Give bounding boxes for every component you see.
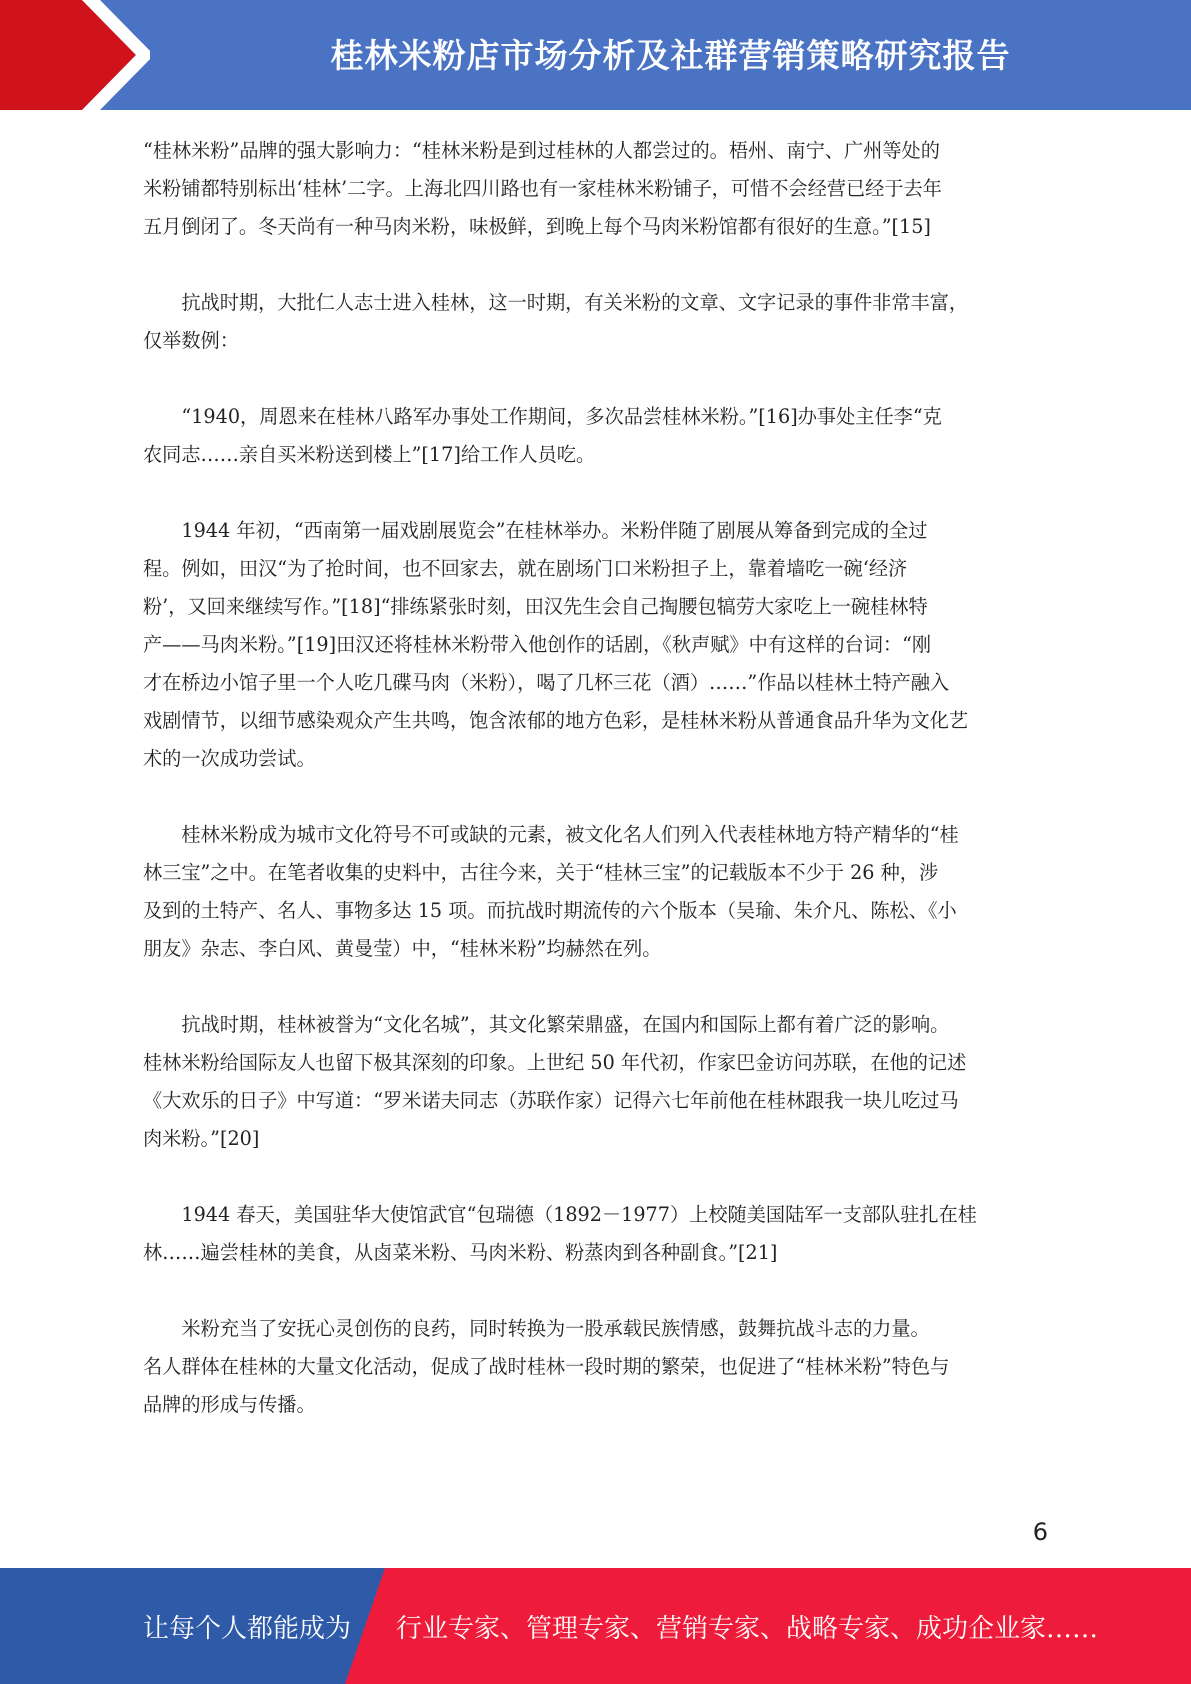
paragraph (143, 512, 1046, 778)
text-line: 品牌的形成与传播。 (143, 1393, 316, 1416)
page-header (0, 0, 1191, 110)
paragraph (143, 132, 1046, 246)
text-line: 产——马肉米粉。”[19]田汉还将桂林米粉带入他创作的话剧，《秋声赋》中有这样的台词：“刚 (143, 633, 932, 656)
text-line: 林……遍尝桂林的美食，从卤菜米粉、马肉米粉、粉蒸肉到各种副食。”[21] (143, 1241, 778, 1264)
paragraph (143, 1310, 1046, 1424)
text-line: 1944 年初，“西南第一届戏剧展览会”在桂林举办。米粉伴随了剧展从筹备到完成的全过 (181, 519, 928, 542)
paragraph (143, 398, 1046, 474)
page-footer (0, 1568, 1191, 1684)
text-line: 抗战时期，桂林被誉为“文化名城”，其文化繁荣鼎盛，在国内和国际上都有着广泛的影响。 (181, 1013, 950, 1036)
text-line: 朋友》杂志、李白风、黄曼莹）中，“桂林米粉”均赫然在列。 (143, 937, 662, 960)
header-arrow-decoration (0, 0, 150, 110)
footer-slogan-left: 让每个人都能成为 (143, 1613, 352, 1644)
page-number: 6 (1032, 1518, 1048, 1546)
text-line: 才在桥边小馆子里一个人吃几碟马肉（米粉），喝了几杯三花（酒）……”作品以桂林土特产融入 (143, 671, 950, 694)
paragraph (143, 1006, 1046, 1158)
text-line: 桂林米粉成为城市文化符号不可或缺的元素，被文化名人们列入代表桂林地方特产精华的“桂 (181, 823, 959, 846)
text-line: 戏剧情节，以细节感染观众产生共鸣，饱含浓郁的地方色彩，是桂林米粉从普通食品升华为文化艺 (143, 709, 969, 732)
document-body (143, 132, 1046, 1462)
text-line: 肉米粉。”[20] (143, 1127, 260, 1150)
text-line: 术的一次成功尝试。 (143, 747, 316, 770)
text-line: 《大欢乐的日子》中写道：“罗米诺夫同志（苏联作家）记得六七年前他在桂林跟我一块儿吃过马 (143, 1089, 959, 1112)
text-line: 程。例如，田汉“为了抢时间，也不回家去，就在剧场门口米粉担子上，靠着墙吃一碗‘经济 (143, 557, 908, 580)
text-line: 五月倒闭了。冬天尚有一种马肉米粉，味极鲜，到晚上每个马肉米粉馆都有很好的生意。”[15] (143, 215, 931, 238)
report-title: 桂林米粉店市场分析及社群营销策略研究报告 (330, 35, 1011, 75)
text-line: 及到的土特产、名人、事物多达 15 项。而抗战时期流传的六个版本（吴瑜、朱介凡、陈松、《小 (143, 899, 957, 922)
text-line: 林三宝”之中。在笔者收集的史料中，古往今来，关于“桂林三宝”的记载版本不少于 26 种，涉 (143, 861, 939, 884)
footer-slogan-right: 行业专家、管理专家、营销专家、战略专家、成功企业家…… (396, 1613, 1099, 1644)
paragraph (143, 1196, 1046, 1272)
paragraph (143, 816, 1046, 968)
text-line: 抗战时期，大批仁人志士进入桂林，这一时期，有关米粉的文章、文字记录的事件非常丰富， (181, 291, 969, 314)
paragraph (143, 284, 1046, 360)
text-line: 米粉铺都特别标出‘桂林’二字。上海北四川路也有一家桂林米粉铺子，可惜不会经营已经于去年 (143, 177, 942, 200)
text-line: “1940，周恩来在桂林八路军办事处工作期间，多次品尝桂林米粉。”[16]办事处主任李“克 (181, 405, 942, 428)
text-line: 米粉充当了安抚心灵创伤的良药，同时转换为一股承载民族情感，鼓舞抗战斗志的力量。 (181, 1317, 930, 1340)
text-line: 农同志……亲自买米粉送到楼上”[17]给工作人员吃。 (143, 443, 596, 466)
text-line: 名人群体在桂林的大量文化活动，促成了战时桂林一段时期的繁荣，也促进了“桂林米粉”特色与 (143, 1355, 950, 1378)
text-line: 仅举数例： (143, 329, 239, 352)
text-line: “桂林米粉”品牌的强大影响力：“桂林米粉是到过桂林的人都尝过的。梧州、南宁、广州等处的 (143, 139, 940, 162)
text-line: 1944 春天，美国驻华大使馆武官“包瑞德（1892－1977）上校随美国陆军一支部队驻扎在桂 (181, 1203, 977, 1226)
text-line: 粉’，又回来继续写作。”[18]“排练紧张时刻，田汉先生会自己掏腰包犒劳大家吃上一碗桂林特 (143, 595, 928, 618)
text-line: 桂林米粉给国际友人也留下极其深刻的印象。上世纪 50 年代初，作家巴金访问苏联，在他的记述 (143, 1051, 967, 1074)
